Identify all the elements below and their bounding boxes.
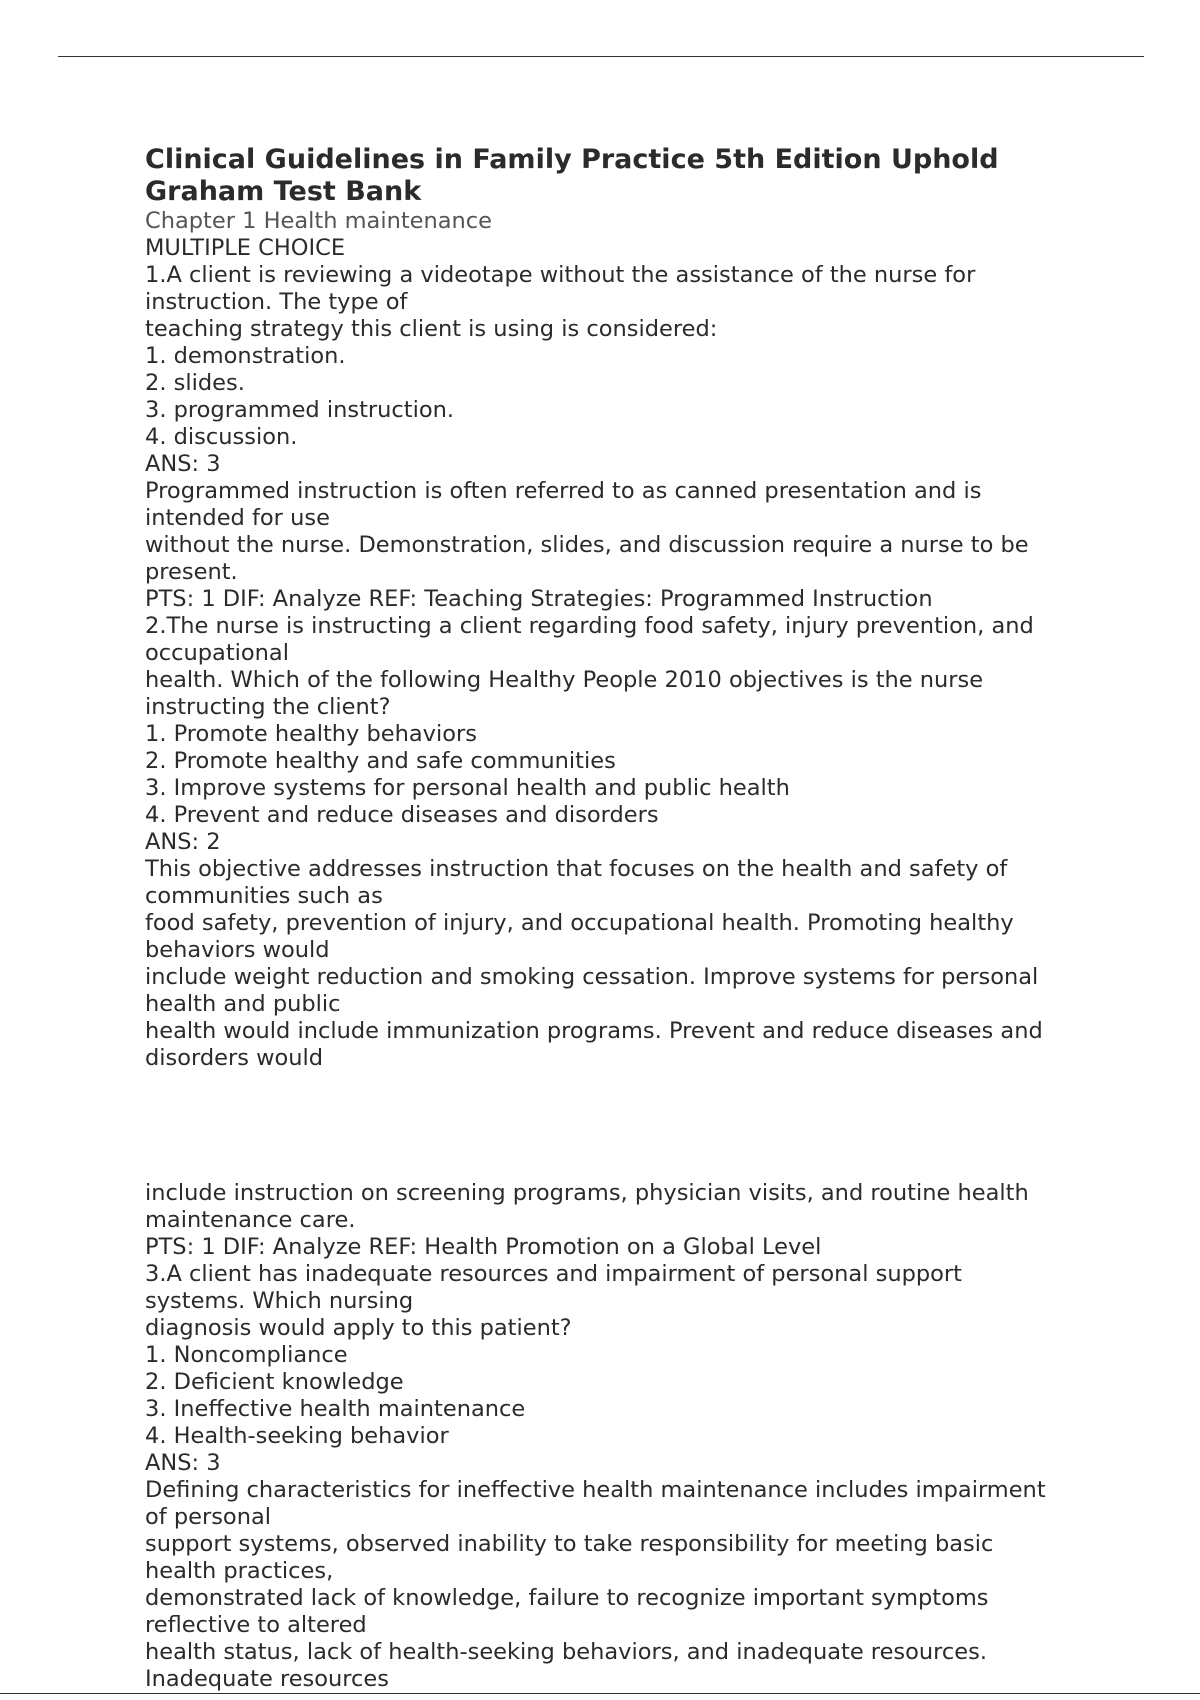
text-line: health status, lack of health-seeking behaviors, and inadequate resources.	[145, 1639, 988, 1665]
text-line: 3. programmed instruction.	[145, 397, 455, 423]
text-line: present.	[145, 559, 238, 585]
text-line: 4. Health-seeking behavior	[145, 1423, 449, 1449]
text-line: health and public	[145, 991, 341, 1017]
text-line: PTS: 1 DIF: Analyze REF: Health Promotion on a Global Level	[145, 1234, 822, 1260]
page-2-text	[145, 1180, 1085, 1693]
text-line: without the nurse. Demonstration, slides, and discussion require a nurse to be	[145, 532, 1029, 558]
text-line: instructing the client?	[145, 694, 391, 720]
title-line: Clinical Guidelines in Family Practice 5th Edition Uphold	[145, 144, 999, 175]
text-line: diagnosis would apply to this patient?	[145, 1315, 572, 1341]
document-title	[145, 144, 1085, 208]
text-line: systems. Which nursing	[145, 1288, 414, 1314]
page-2-content	[145, 1180, 1085, 1693]
top-rule	[58, 56, 1144, 57]
text-line: occupational	[145, 640, 289, 666]
page-1-text	[145, 235, 1085, 1072]
text-line: 4. discussion.	[145, 424, 298, 450]
text-line: 1.A client is reviewing a videotape without the assistance of the nurse for	[145, 262, 976, 288]
text-line: ANS: 3	[145, 451, 221, 477]
text-line: food safety, prevention of injury, and occupational health. Promoting healthy	[145, 910, 1014, 936]
text-line: ANS: 3	[145, 1450, 221, 1476]
page-1-content	[145, 144, 1085, 1072]
text-line: This objective addresses instruction that focuses on the health and safety of	[145, 856, 1008, 882]
text-line: 1. Noncompliance	[145, 1342, 348, 1368]
text-line: 3. Ineffective health maintenance	[145, 1396, 526, 1422]
text-line: ANS: 2	[145, 829, 221, 855]
text-line: Defining characteristics for ineffective health maintenance includes impairment	[145, 1477, 1046, 1503]
text-line: demonstrated lack of knowledge, failure to recognize important symptoms	[145, 1585, 989, 1611]
text-line: Programmed instruction is often referred to as canned presentation and is	[145, 478, 982, 504]
text-line: 2.The nurse is instructing a client regarding food safety, injury prevention, and	[145, 613, 1034, 639]
bottom-rule	[0, 1693, 1200, 1694]
text-line: health. Which of the following Healthy People 2010 objectives is the nurse	[145, 667, 984, 693]
text-line: 4. Prevent and reduce diseases and disorders	[145, 802, 659, 828]
text-line: 3. Improve systems for personal health and public health	[145, 775, 790, 801]
text-line: instruction. The type of	[145, 289, 408, 315]
text-line: 3.A client has inadequate resources and impairment of personal support	[145, 1261, 963, 1287]
text-line: 1. demonstration.	[145, 343, 346, 369]
text-line: 1. Promote healthy behaviors	[145, 721, 477, 747]
text-line: maintenance care.	[145, 1207, 356, 1233]
chapter-heading: Chapter 1 Health maintenance	[145, 208, 493, 234]
text-line: PTS: 1 DIF: Analyze REF: Teaching Strategies: Programmed Instruction	[145, 586, 933, 612]
text-line: teaching strategy this client is using is considered:	[145, 316, 718, 342]
text-line: behaviors would	[145, 937, 330, 963]
text-line: 2. Promote healthy and safe communities	[145, 748, 616, 774]
text-line: include weight reduction and smoking cessation. Improve systems for personal	[145, 964, 1039, 990]
text-line: reflective to altered	[145, 1612, 367, 1638]
text-line: Inadequate resources	[145, 1666, 389, 1692]
text-line: health would include immunization programs. Prevent and reduce diseases and	[145, 1018, 1043, 1044]
text-line: disorders would	[145, 1045, 324, 1071]
text-line: communities such as	[145, 883, 383, 909]
text-line: support systems, observed inability to take responsibility for meeting basic	[145, 1531, 994, 1557]
text-line: health practices,	[145, 1558, 334, 1584]
title-line: Graham Test Bank	[145, 176, 422, 207]
text-line: MULTIPLE CHOICE	[145, 235, 346, 261]
text-line: 2. slides.	[145, 370, 245, 396]
text-line: 2. Deficient knowledge	[145, 1369, 404, 1395]
text-line: of personal	[145, 1504, 272, 1530]
text-line: intended for use	[145, 505, 330, 531]
text-line: include instruction on screening programs, physician visits, and routine health	[145, 1180, 1029, 1206]
